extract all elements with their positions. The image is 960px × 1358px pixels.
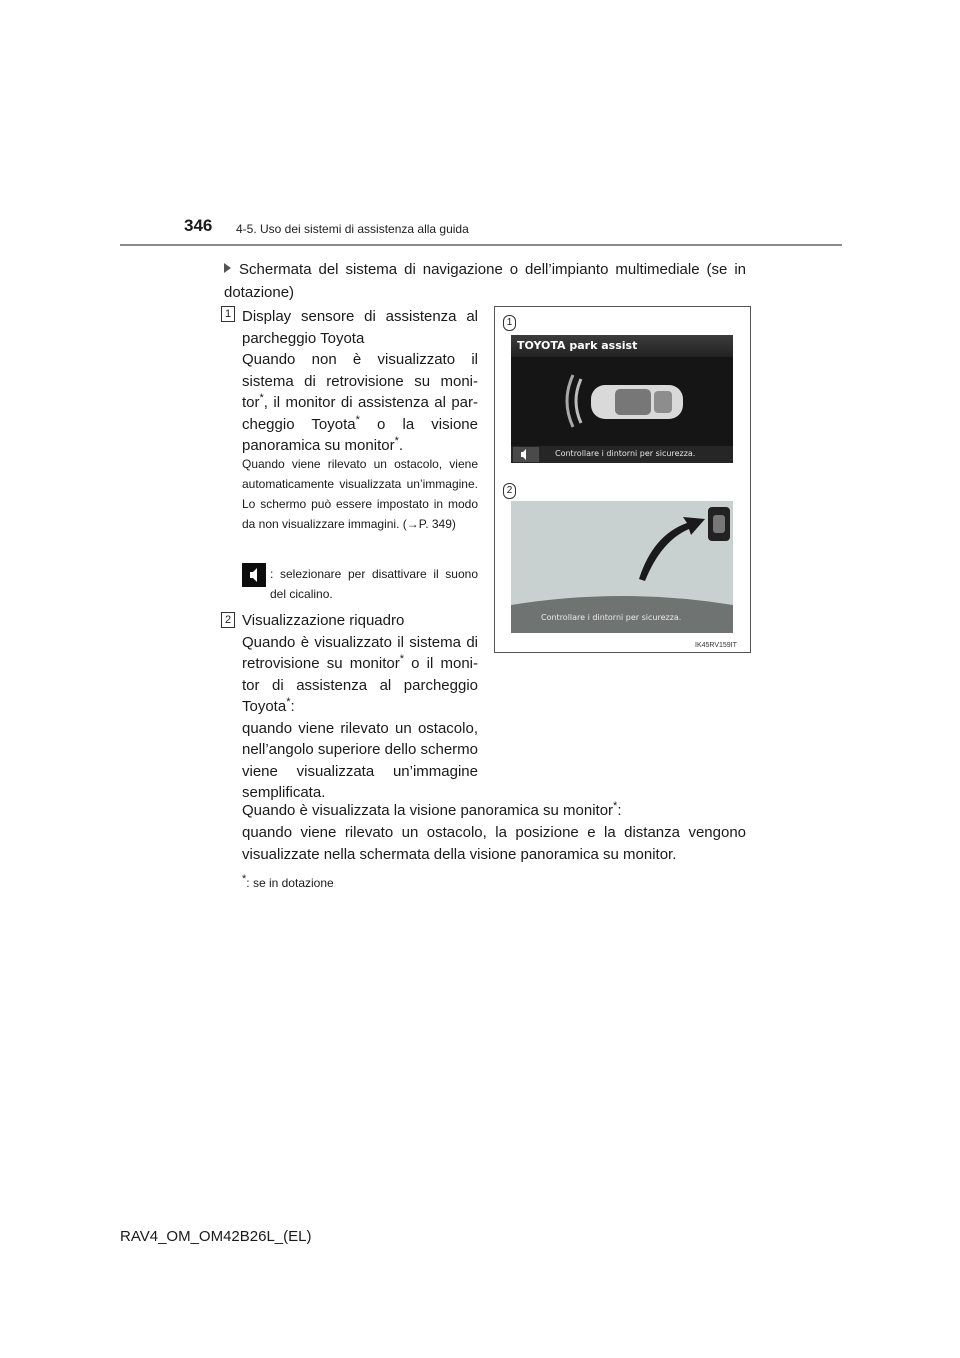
item1-note: Quando viene rilevato un ostacolo, viene automaticamente visualizzata un’immagine. Lo schermo può essere impostato in modo da non visualizzare immagini. (→P. 349) [242,457,478,531]
screen1-message: Controllare i dintorni per sicurezza. [555,449,696,458]
header-rule [120,244,842,246]
item2-text-d: quando viene rilevato un ostacolo, nell’angolo superiore dello schermo viene visualizzata un’immagine semplificata. [242,719,478,801]
section-title: 4-5. Uso dei sistemi di assistenza alla guida [236,222,469,236]
item1-text-c: o la visione panoramica su monitor [242,415,478,454]
diagram-code: IK45RV159IT [695,642,737,649]
item1-text-d: . [398,437,404,454]
asterisk-mark: * [394,435,399,447]
item2-text-c: : [290,698,295,715]
footnote-text: : se in dotazione [246,876,334,890]
park-assist-diagram [494,306,751,653]
asterisk-mark: * [355,413,360,426]
intro-line [224,258,746,304]
page-number: 346 [184,216,213,235]
camera-screen [511,501,733,633]
panoramic-text-a: Quando è visualizzata la visione panoramica su monitor [242,802,614,819]
asterisk-mark: * [399,653,404,665]
document-footer: RAV4_OM_OM42B26L_(EL) [120,1228,312,1245]
item2-title: Visualizzazione riquadro [242,612,405,629]
panoramic-paragraph [242,800,746,866]
speaker-icon-description: : selezionare per disattivare il suono del cicalino. [270,567,478,601]
item1-title: Display sensore di assistenza al parcheggio Toyota [242,308,478,347]
diagram-label-2: 2 [503,483,516,499]
item1-text-b: , il monitor di assistenza al par-cheggio Toyota [242,394,478,433]
item1-text-a: Quando non è visualizzato il sistema di retrovisione su moni-tor [242,351,478,411]
item2-text-a: Quando è visualizzato il sistema di retrovisione su monitor [242,633,478,672]
park-assist-screen [511,335,733,463]
asterisk-mark: * [613,800,618,812]
screen2-message: Controllare i dintorni per sicurezza. [541,613,682,622]
mute-button [513,447,539,462]
asterisk-mark: * [286,696,291,708]
intro-text: Schermata del sistema di navigazione o dell’impianto multimediale (se in dotazione) [224,261,746,301]
panoramic-text-c: quando viene rilevato un ostacolo, la posizione e la distanza vengono visualizzate nella schermata della visione panoramica su monitor. [242,824,746,863]
item-number-1: 1 [221,306,235,322]
triangle-bullet-icon [224,263,231,273]
item-number-2: 2 [221,612,235,628]
asterisk-mark: * [242,873,247,885]
item2-text-b: o il moni-tor di assistenza al parcheggio Toyota [242,655,478,715]
footnote [242,873,334,890]
speaker-icon [513,447,539,462]
asterisk-mark: * [259,392,264,404]
speaker-icon [242,563,266,587]
screen-footer [511,446,733,463]
item1-body [242,306,478,457]
car-icon [511,357,733,446]
diagram-label-1: 1 [503,315,516,331]
panoramic-text-b: : [617,802,622,819]
item2-body [242,610,478,804]
screen-title-bar [511,335,733,357]
screen-title: TOYOTA park assist [517,339,638,352]
